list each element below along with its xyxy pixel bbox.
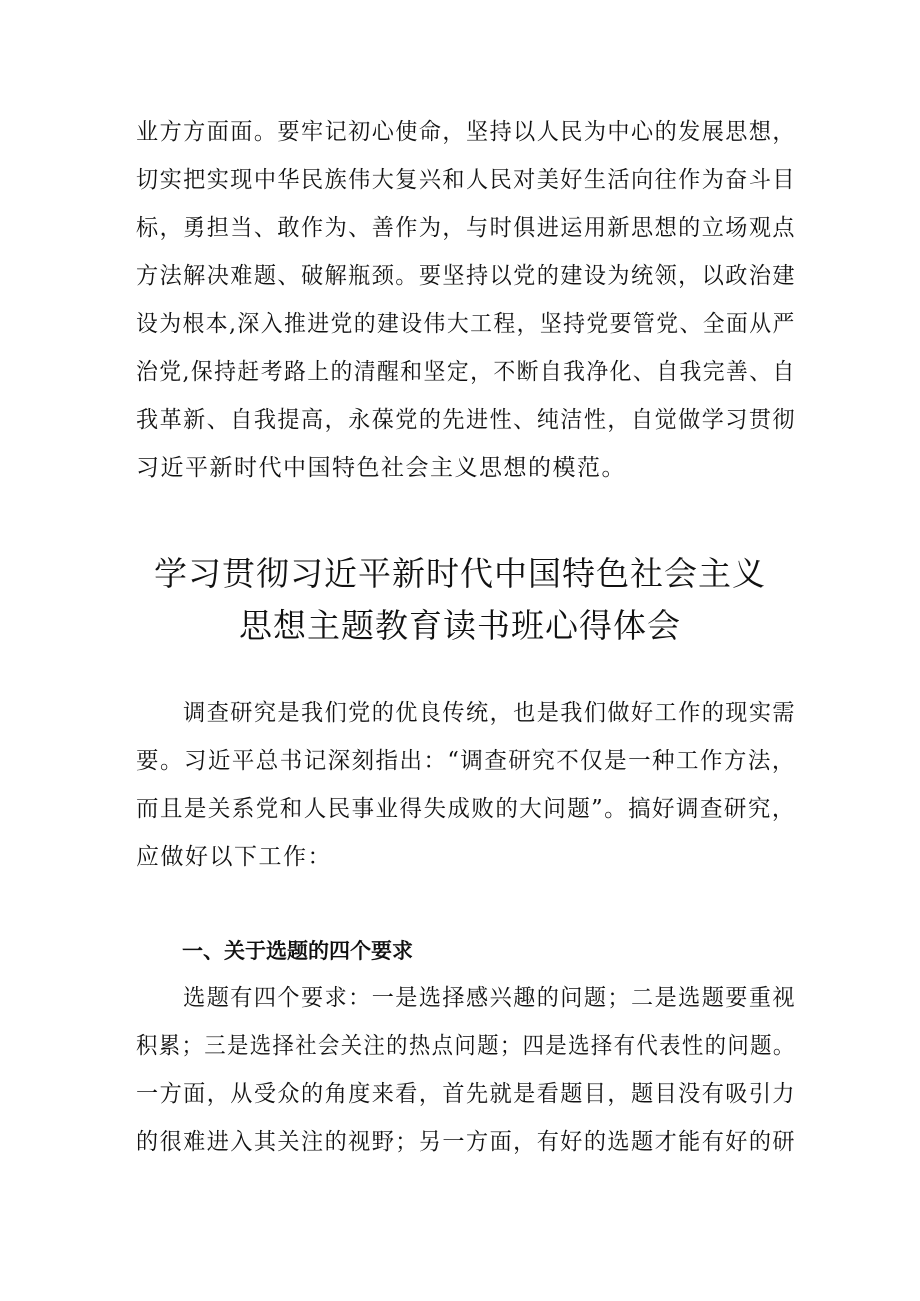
paragraph-line: 而且是关系党和人民事业得失成败的大问题”。搞好调查研究， xyxy=(136,796,796,822)
paragraph-line: 业方方面面。要牢记初心使命，坚持以人民为中心的发展思想， xyxy=(136,119,797,145)
title-line-1: 学习贯彻习近平新时代中国特色社会主义 xyxy=(154,554,766,593)
paragraph-line: 的很难进入其关注的视野；另一方面，有好的选题才能有好的研 xyxy=(136,1129,797,1155)
paragraph-line: 治党,保持赶考路上的清醒和坚定，不断自我净化、自我完善、自 xyxy=(136,359,796,385)
paragraph-line: 设为根本,深入推进党的建设伟大工程，坚持党要管党、全面从严 xyxy=(136,311,796,337)
section-heading: 一、关于选题的四个要求 xyxy=(182,939,413,963)
document-title xyxy=(80,548,840,652)
paragraph-line: 我革新、自我提高，永葆党的先进性、纯洁性，自觉做学习贯彻 xyxy=(136,407,797,433)
paragraph-line: 要。习近平总书记深刻指出：“调查研究不仅是一种工作方法， xyxy=(136,748,796,774)
title-line-2: 思想主题教育读书班心得体会 xyxy=(239,606,681,645)
paragraph-line: 方法解决难题、破解瓶颈。要坚持以党的建设为统领，以政治建 xyxy=(136,263,797,289)
paragraph-line: 选题有四个要求：一是选择感兴趣的问题；二是选题要重视 xyxy=(136,985,797,1011)
paragraph-line: 切实把实现中华民族伟大复兴和人民对美好生活向往作为奋斗目 xyxy=(136,167,797,193)
body-paragraph-section1 xyxy=(136,974,796,1166)
paragraph-line: 习近平新时代中国特色社会主义思想的模范。 xyxy=(136,455,626,481)
paragraph-line: 积累；三是选择社会关注的热点问题；四是选择有代表性的问题。 xyxy=(136,1033,796,1059)
paragraph-line: 标，勇担当、敢作为、善作为，与时俱进运用新思想的立场观点 xyxy=(136,215,797,241)
paragraph-line: 一方面，从受众的角度来看，首先就是看题目，题目没有吸引力 xyxy=(136,1081,797,1107)
body-paragraph-top xyxy=(136,108,796,492)
paragraph-line: 应做好以下工作： xyxy=(136,844,332,870)
paragraph-line: 调查研究是我们党的优良传统，也是我们做好工作的现实需 xyxy=(136,700,797,726)
body-paragraph-intro xyxy=(136,689,796,881)
